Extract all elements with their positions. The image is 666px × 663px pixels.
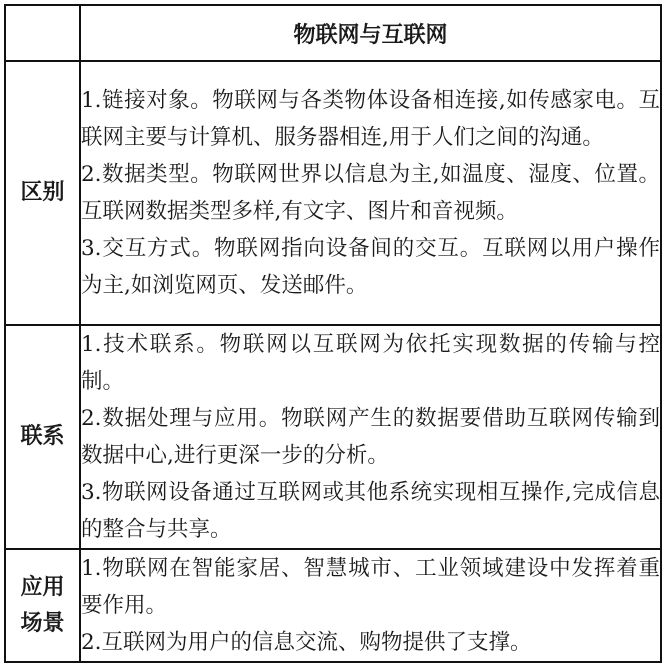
relation-item-1: 1.技术联系。物联网以互联网为依托实现数据的传输与控制。 (81, 332, 660, 394)
row-content-relations (80, 325, 661, 549)
table-row-relations (5, 325, 661, 549)
application-item-2: 2.互联网为用户的信息交流、购物提供了支撑。 (81, 630, 532, 655)
header-corner-cell (5, 5, 80, 61)
row-label-relations: 联系 (5, 325, 80, 549)
row-label-applications-line-2: 场景 (20, 610, 65, 636)
table-header-row (5, 5, 661, 61)
table-row-applications (5, 549, 661, 662)
difference-item-1: 1.链接对象。物联网与各类物体设备相连接,如传感家电。互联网主要与计算机、服务器相连,用于人们之间的沟通。 (81, 88, 660, 150)
relation-item-3: 3.物联网设备通过互联网或其他系统实现相互操作,完成信息的整合与共享。 (81, 480, 660, 542)
application-item-1: 1.物联网在智能家居、智慧城市、工业领域建设中发挥着重要作用。 (81, 556, 660, 618)
row-label-differences: 区别 (5, 61, 80, 325)
difference-item-3: 3.交互方式。物联网指向设备间的交互。互联网以用户操作为主,如浏览网页、发送邮件。 (81, 236, 660, 298)
row-content-applications (80, 549, 661, 662)
row-label-applications-line-1: 应用 (20, 574, 65, 600)
table-row-differences (5, 61, 661, 325)
difference-item-2: 2.数据类型。物联网世界以信息为主,如温度、湿度、位置。互联网数据类型多样,有文字、图片和音视频。 (81, 162, 660, 224)
row-content-differences (80, 61, 661, 325)
row-label-applications (5, 549, 80, 662)
relation-item-2: 2.数据处理与应用。物联网产生的数据要借助互联网传输到数据中心,进行更深一步的分析。 (81, 406, 660, 468)
comparison-table (4, 4, 662, 663)
table-title: 物联网与互联网 (80, 5, 661, 61)
